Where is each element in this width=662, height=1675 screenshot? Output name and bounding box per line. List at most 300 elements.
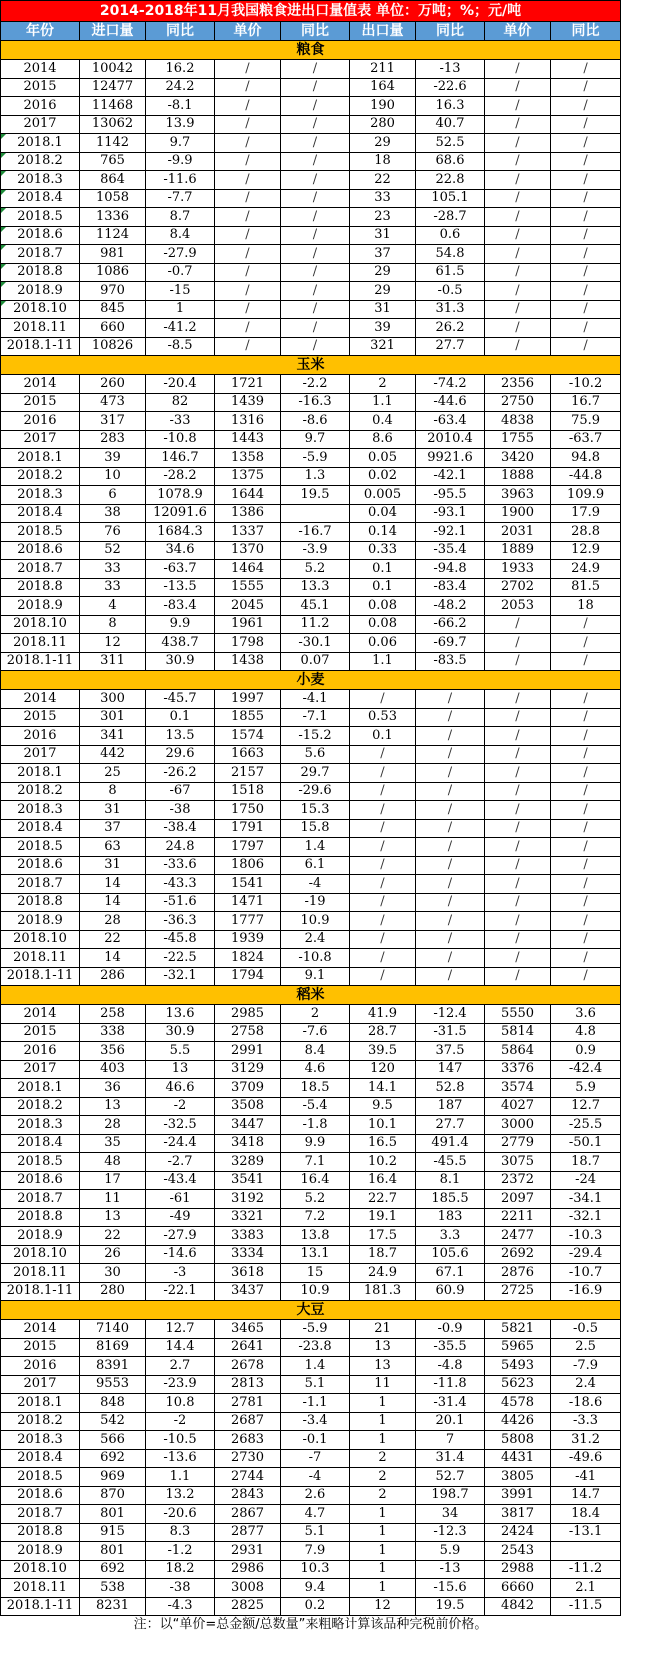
cell-export-volume: 1	[350, 1560, 416, 1579]
cell-export-yoy: /	[416, 930, 485, 949]
cell-year: 2018.2	[1, 467, 80, 486]
table-row	[1, 1116, 621, 1135]
cell-import-yoy: 12.7	[146, 1320, 215, 1339]
cell-import-yoy: -9.9	[146, 152, 215, 171]
cell-year: 2016	[1, 97, 80, 116]
cell-import-price: /	[215, 97, 281, 116]
cell-export-price-yoy: 109.9	[551, 486, 621, 505]
cell-import-price-yoy: -2.2	[281, 375, 350, 394]
header-export-volume: 出口量	[350, 22, 416, 41]
cell-import-volume: 403	[80, 1060, 146, 1079]
table-row	[1, 1338, 621, 1357]
cell-import-volume: 969	[80, 1468, 146, 1487]
cell-import-price-yoy: /	[281, 300, 350, 319]
cell-import-price: 2781	[215, 1394, 281, 1413]
cell-import-price: 2991	[215, 1042, 281, 1061]
cell-import-yoy: 1.1	[146, 1468, 215, 1487]
cell-import-price: 2687	[215, 1412, 281, 1431]
cell-export-price-yoy: /	[551, 115, 621, 134]
cell-export-price-yoy: -44.8	[551, 467, 621, 486]
cell-marker-icon	[1, 245, 6, 250]
cell-export-price-yoy: 0.9	[551, 1042, 621, 1061]
cell-import-price: 1443	[215, 430, 281, 449]
cell-import-price: 1721	[215, 375, 281, 394]
cell-year: 2018.2	[1, 1412, 80, 1431]
cell-import-yoy: 8.3	[146, 1523, 215, 1542]
cell-year: 2014	[1, 1320, 80, 1339]
cell-import-yoy: 8.7	[146, 208, 215, 227]
cell-export-yoy: 19.5	[416, 1597, 485, 1616]
cell-year: 2018.5	[1, 1468, 80, 1487]
cell-export-price: 2543	[485, 1542, 551, 1561]
cell-import-yoy: 18.2	[146, 1560, 215, 1579]
cell-export-price-yoy: /	[551, 893, 621, 912]
cell-export-price: 2477	[485, 1227, 551, 1246]
cell-import-price: 1471	[215, 893, 281, 912]
header-import-yoy: 同比	[146, 22, 215, 41]
table-row	[1, 1264, 621, 1283]
cell-export-price-yoy: 14.7	[551, 1486, 621, 1505]
cell-export-volume: 29	[350, 263, 416, 282]
cell-export-price: 2750	[485, 393, 551, 412]
cell-import-volume: 38	[80, 504, 146, 523]
cell-export-volume: /	[350, 819, 416, 838]
table-row	[1, 1171, 621, 1190]
cell-import-price: 2683	[215, 1431, 281, 1450]
table-row	[1, 1208, 621, 1227]
cell-export-volume: 2	[350, 1486, 416, 1505]
cell-year: 2018.11	[1, 1264, 80, 1283]
cell-import-volume: 692	[80, 1449, 146, 1468]
cell-year: 2018.7	[1, 560, 80, 579]
cell-export-yoy: -92.1	[416, 523, 485, 542]
cell-export-yoy: /	[416, 819, 485, 838]
cell-export-price-yoy: /	[551, 801, 621, 820]
cell-export-yoy: /	[416, 949, 485, 968]
cell-import-price-yoy: /	[281, 208, 350, 227]
cell-year: 2018.9	[1, 282, 80, 301]
section-header-row	[1, 41, 621, 60]
table-row	[1, 1449, 621, 1468]
cell-import-yoy: -33.6	[146, 856, 215, 875]
cell-import-price: 1777	[215, 912, 281, 931]
cell-export-price: 5493	[485, 1357, 551, 1376]
cell-import-price-yoy: 13.3	[281, 578, 350, 597]
cell-export-price-yoy: 12.7	[551, 1097, 621, 1116]
cell-import-price-yoy: 19.5	[281, 486, 350, 505]
cell-export-yoy: 16.3	[416, 97, 485, 116]
cell-import-volume: 970	[80, 282, 146, 301]
section-title: 稻米	[1, 986, 621, 1005]
table-row	[1, 1597, 621, 1616]
cell-export-price-yoy: -34.1	[551, 1190, 621, 1209]
cell-export-volume: 1.1	[350, 393, 416, 412]
cell-import-yoy: 1078.9	[146, 486, 215, 505]
cell-export-yoy: -94.8	[416, 560, 485, 579]
section-header-row	[1, 356, 621, 375]
cell-export-price-yoy: /	[551, 745, 621, 764]
cell-export-volume: /	[350, 838, 416, 857]
cell-year: 2018.10	[1, 615, 80, 634]
cell-export-price: 4426	[485, 1412, 551, 1431]
cell-export-volume: 0.02	[350, 467, 416, 486]
cell-import-price: 1794	[215, 967, 281, 986]
header-row	[1, 22, 621, 41]
cell-import-price-yoy: -7	[281, 1449, 350, 1468]
table-row	[1, 745, 621, 764]
cell-import-price: 1855	[215, 708, 281, 727]
cell-export-yoy: 3.3	[416, 1227, 485, 1246]
cell-import-volume: 7140	[80, 1320, 146, 1339]
table-row	[1, 838, 621, 857]
cell-export-volume: 280	[350, 115, 416, 134]
cell-import-price: 1518	[215, 782, 281, 801]
cell-export-price-yoy: /	[551, 171, 621, 190]
cell-export-price: 1888	[485, 467, 551, 486]
cell-import-price: 1555	[215, 578, 281, 597]
cell-export-yoy: -0.5	[416, 282, 485, 301]
cell-import-yoy: 24.2	[146, 78, 215, 97]
cell-export-price: 4578	[485, 1394, 551, 1413]
cell-import-volume: 8391	[80, 1357, 146, 1376]
cell-export-yoy: -35.4	[416, 541, 485, 560]
cell-import-yoy: 146.7	[146, 449, 215, 468]
cell-import-yoy: 30.9	[146, 652, 215, 671]
cell-export-price: 3574	[485, 1079, 551, 1098]
cell-import-price: 1791	[215, 819, 281, 838]
cell-import-price: 3618	[215, 1264, 281, 1283]
cell-export-volume: 2	[350, 1468, 416, 1487]
cell-export-price: 2097	[485, 1190, 551, 1209]
cell-export-yoy: -31.5	[416, 1023, 485, 1042]
cell-export-price: /	[485, 745, 551, 764]
cell-import-price-yoy: 7.1	[281, 1153, 350, 1172]
cell-export-price: /	[485, 801, 551, 820]
cell-year: 2018.10	[1, 300, 80, 319]
cell-export-price-yoy: /	[551, 78, 621, 97]
cell-marker-icon	[1, 301, 6, 306]
cell-import-yoy: 13.6	[146, 1005, 215, 1024]
cell-export-volume: 2	[350, 1449, 416, 1468]
cell-import-volume: 48	[80, 1153, 146, 1172]
cell-import-yoy: -10.5	[146, 1431, 215, 1450]
cell-export-volume: 16.5	[350, 1134, 416, 1153]
cell-export-price-yoy: /	[551, 819, 621, 838]
cell-import-price-yoy: 9.7	[281, 430, 350, 449]
cell-import-yoy: -38	[146, 1579, 215, 1598]
cell-import-volume: 301	[80, 708, 146, 727]
cell-export-price-yoy: /	[551, 152, 621, 171]
table-row	[1, 1542, 621, 1561]
cell-export-price: 2424	[485, 1523, 551, 1542]
cell-import-price-yoy: 4.6	[281, 1060, 350, 1079]
cell-year: 2018.1	[1, 764, 80, 783]
cell-import-price: 1997	[215, 690, 281, 709]
table-row	[1, 708, 621, 727]
cell-export-yoy: /	[416, 875, 485, 894]
cell-export-price-yoy: 2.1	[551, 1579, 621, 1598]
cell-export-volume: 29	[350, 282, 416, 301]
cell-export-volume: /	[350, 875, 416, 894]
cell-import-price: 1939	[215, 930, 281, 949]
cell-import-yoy: -3	[146, 1264, 215, 1283]
cell-import-price: 2843	[215, 1486, 281, 1505]
cell-export-yoy: -66.2	[416, 615, 485, 634]
cell-import-volume: 1124	[80, 226, 146, 245]
cell-export-price: 4431	[485, 1449, 551, 1468]
cell-import-volume: 22	[80, 1227, 146, 1246]
table-row	[1, 1579, 621, 1598]
cell-export-price: /	[485, 856, 551, 875]
cell-import-price: 3321	[215, 1208, 281, 1227]
cell-year: 2018.8	[1, 263, 80, 282]
cell-export-price-yoy: /	[551, 764, 621, 783]
cell-export-price-yoy: /	[551, 912, 621, 931]
section-header-row	[1, 986, 621, 1005]
table-row	[1, 764, 621, 783]
cell-import-volume: 28	[80, 912, 146, 931]
cell-import-price: /	[215, 152, 281, 171]
cell-import-yoy: -83.4	[146, 597, 215, 616]
cell-export-price: 4027	[485, 1097, 551, 1116]
cell-export-price: /	[485, 263, 551, 282]
cell-export-yoy: -11.8	[416, 1375, 485, 1394]
cell-year: 2018.4	[1, 189, 80, 208]
table-row	[1, 449, 621, 468]
cell-export-yoy: -31.4	[416, 1394, 485, 1413]
cell-export-volume: 22	[350, 171, 416, 190]
cell-export-volume: 39.5	[350, 1042, 416, 1061]
cell-export-price: 3376	[485, 1060, 551, 1079]
cell-import-yoy: -2	[146, 1412, 215, 1431]
cell-export-price: /	[485, 337, 551, 356]
table-row	[1, 819, 621, 838]
cell-export-volume: 1	[350, 1523, 416, 1542]
cell-year: 2018.6	[1, 226, 80, 245]
cell-import-yoy: -43.4	[146, 1171, 215, 1190]
cell-import-yoy: -8.5	[146, 337, 215, 356]
cell-import-price: 1798	[215, 634, 281, 653]
table-row	[1, 1505, 621, 1524]
cell-import-volume: 37	[80, 819, 146, 838]
cell-import-price-yoy: 1.3	[281, 467, 350, 486]
cell-import-price-yoy: /	[281, 60, 350, 79]
table-row	[1, 1282, 621, 1301]
cell-import-price: 1438	[215, 652, 281, 671]
cell-year: 2018.8	[1, 1208, 80, 1227]
cell-export-price-yoy: /	[551, 949, 621, 968]
cell-import-price-yoy: -4	[281, 1468, 350, 1487]
cell-export-price: /	[485, 78, 551, 97]
table-row	[1, 1394, 621, 1413]
cell-import-yoy: 34.6	[146, 541, 215, 560]
cell-import-volume: 311	[80, 652, 146, 671]
cell-import-yoy: -43.3	[146, 875, 215, 894]
cell-import-yoy: -67	[146, 782, 215, 801]
cell-import-price-yoy: 2.6	[281, 1486, 350, 1505]
cell-import-yoy: -51.6	[146, 893, 215, 912]
cell-export-price: 4838	[485, 412, 551, 431]
cell-import-price-yoy: 1.4	[281, 838, 350, 857]
cell-import-price: 1750	[215, 801, 281, 820]
cell-import-price-yoy: -5.9	[281, 449, 350, 468]
cell-export-price: /	[485, 97, 551, 116]
cell-import-price: /	[215, 319, 281, 338]
cell-import-price-yoy: -8.6	[281, 412, 350, 431]
cell-export-volume: 120	[350, 1060, 416, 1079]
cell-import-volume: 8231	[80, 1597, 146, 1616]
cell-import-price: 3447	[215, 1116, 281, 1135]
table-row	[1, 652, 621, 671]
cell-export-price: 3963	[485, 486, 551, 505]
cell-import-price-yoy: 13.8	[281, 1227, 350, 1246]
table-row	[1, 467, 621, 486]
table-row	[1, 578, 621, 597]
cell-export-volume: 29	[350, 134, 416, 153]
cell-export-price-yoy: 5.9	[551, 1079, 621, 1098]
cell-export-volume: 190	[350, 97, 416, 116]
cell-export-volume: 2	[350, 375, 416, 394]
cell-export-yoy: /	[416, 856, 485, 875]
cell-import-price: 1464	[215, 560, 281, 579]
cell-export-yoy: 105.1	[416, 189, 485, 208]
table-row	[1, 523, 621, 542]
table-row	[1, 1079, 621, 1098]
cell-export-price-yoy: /	[551, 838, 621, 857]
cell-import-yoy: 438.7	[146, 634, 215, 653]
cell-import-price-yoy: /	[281, 319, 350, 338]
cell-export-price: /	[485, 152, 551, 171]
cell-export-volume: /	[350, 801, 416, 820]
cell-marker-icon	[1, 171, 6, 176]
cell-export-yoy: 147	[416, 1060, 485, 1079]
table-row	[1, 1190, 621, 1209]
cell-import-price-yoy: 9.9	[281, 1134, 350, 1153]
cell-import-price-yoy: 2.4	[281, 930, 350, 949]
cell-export-price: /	[485, 838, 551, 857]
cell-export-volume: 8.6	[350, 430, 416, 449]
cell-export-yoy: -12.3	[416, 1523, 485, 1542]
cell-import-yoy: -45.8	[146, 930, 215, 949]
cell-export-volume: 39	[350, 319, 416, 338]
cell-import-volume: 13	[80, 1208, 146, 1227]
cell-import-price: 2744	[215, 1468, 281, 1487]
cell-import-price: /	[215, 337, 281, 356]
cell-import-price: 2045	[215, 597, 281, 616]
cell-export-volume: 1	[350, 1431, 416, 1450]
cell-import-volume: 8	[80, 615, 146, 634]
cell-export-price: /	[485, 189, 551, 208]
table-row	[1, 597, 621, 616]
cell-export-price-yoy: 31.2	[551, 1431, 621, 1450]
cell-export-price: 5965	[485, 1338, 551, 1357]
cell-import-price: /	[215, 300, 281, 319]
cell-import-yoy: -22.5	[146, 949, 215, 968]
cell-import-volume: 660	[80, 319, 146, 338]
cell-import-volume: 300	[80, 690, 146, 709]
cell-import-price: 3508	[215, 1097, 281, 1116]
cell-import-volume: 473	[80, 393, 146, 412]
cell-import-volume: 442	[80, 745, 146, 764]
cell-export-volume: 11	[350, 1375, 416, 1394]
cell-export-price: 2779	[485, 1134, 551, 1153]
cell-export-price: /	[485, 319, 551, 338]
cell-import-volume: 317	[80, 412, 146, 431]
cell-year: 2018.10	[1, 1245, 80, 1264]
table-row	[1, 1357, 621, 1376]
cell-export-price: /	[485, 634, 551, 653]
cell-import-price: 1644	[215, 486, 281, 505]
cell-export-price-yoy: /	[551, 782, 621, 801]
cell-export-yoy: -13	[416, 1560, 485, 1579]
cell-import-yoy: -61	[146, 1190, 215, 1209]
cell-year: 2014	[1, 1005, 80, 1024]
cell-import-price-yoy: 5.2	[281, 560, 350, 579]
cell-import-price-yoy: 5.6	[281, 745, 350, 764]
cell-export-price-yoy: -3.3	[551, 1412, 621, 1431]
cell-year: 2018.11	[1, 1579, 80, 1598]
cell-export-price-yoy: -16.9	[551, 1282, 621, 1301]
cell-year: 2018.1	[1, 1394, 80, 1413]
cell-export-price: /	[485, 615, 551, 634]
table-row	[1, 930, 621, 949]
cell-import-yoy: -41.2	[146, 319, 215, 338]
cell-import-yoy: -32.5	[146, 1116, 215, 1135]
cell-export-yoy: -44.6	[416, 393, 485, 412]
cell-import-price-yoy: -16.7	[281, 523, 350, 542]
cell-year: 2018.2	[1, 782, 80, 801]
cell-export-volume: 14.1	[350, 1079, 416, 1098]
cell-export-volume: /	[350, 967, 416, 986]
cell-import-price: 2877	[215, 1523, 281, 1542]
cell-export-price-yoy: -32.1	[551, 1208, 621, 1227]
cell-import-price: 1574	[215, 727, 281, 746]
cell-year: 2015	[1, 1338, 80, 1357]
cell-export-price-yoy	[551, 1542, 621, 1561]
cell-year: 2018.7	[1, 1505, 80, 1524]
header-import-price: 单价	[215, 22, 281, 41]
cell-import-yoy: -4.3	[146, 1597, 215, 1616]
cell-import-volume: 341	[80, 727, 146, 746]
cell-import-price-yoy: -3.4	[281, 1412, 350, 1431]
cell-export-volume: 0.05	[350, 449, 416, 468]
cell-export-price: 1900	[485, 504, 551, 523]
cell-import-volume: 28	[80, 1116, 146, 1135]
cell-import-yoy: -38	[146, 801, 215, 820]
section-title: 粮食	[1, 41, 621, 60]
table-row	[1, 282, 621, 301]
cell-export-price-yoy: -13.1	[551, 1523, 621, 1542]
table-row	[1, 337, 621, 356]
section-header-row	[1, 671, 621, 690]
cell-export-yoy: 40.7	[416, 115, 485, 134]
cell-export-volume: 0.33	[350, 541, 416, 560]
cell-export-price-yoy: -18.6	[551, 1394, 621, 1413]
cell-export-volume: 41.9	[350, 1005, 416, 1024]
cell-import-volume: 1086	[80, 263, 146, 282]
cell-export-yoy: -15.6	[416, 1579, 485, 1598]
cell-import-yoy: 13.5	[146, 727, 215, 746]
cell-import-price-yoy: -1.8	[281, 1116, 350, 1135]
cell-import-price-yoy: -7.6	[281, 1023, 350, 1042]
cell-export-price-yoy: -49.6	[551, 1449, 621, 1468]
cell-import-price: /	[215, 134, 281, 153]
cell-import-volume: 63	[80, 838, 146, 857]
cell-export-volume: 31	[350, 300, 416, 319]
cell-export-volume: 19.1	[350, 1208, 416, 1227]
cell-import-volume: 765	[80, 152, 146, 171]
cell-import-volume: 17	[80, 1171, 146, 1190]
